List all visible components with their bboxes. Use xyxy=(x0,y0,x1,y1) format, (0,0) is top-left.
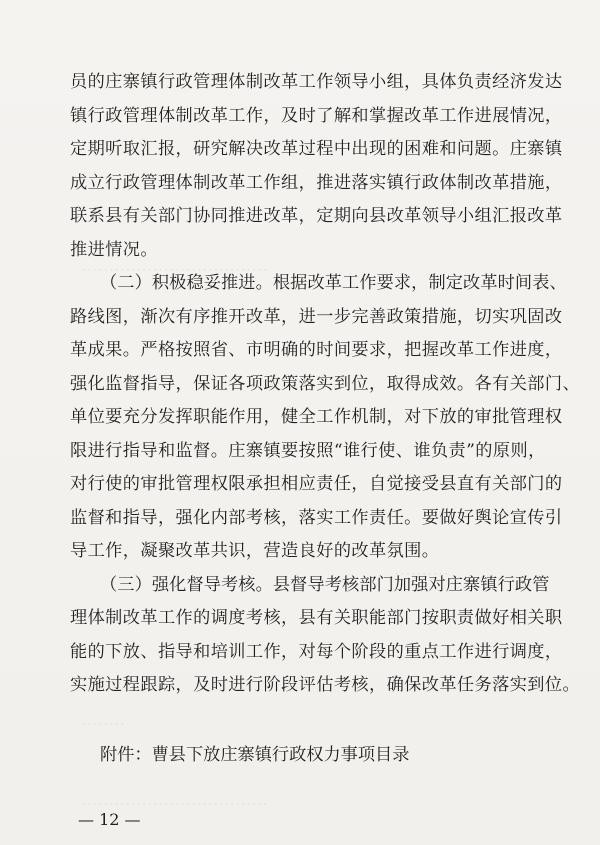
bleed-through-text: ．．．．．．．．．．．．．．．．．．．．．．．．．．．．．．．．．． xyxy=(82,794,275,807)
section-two-line-04: 强化监督指导，保证各项政策落实到位，取得成效。各有关部门、 xyxy=(70,373,581,394)
bleed-through-text: ．．．．．．．．．． xyxy=(395,564,456,577)
section-two-line-01: （二）积极稳妥推进。根据改革工作要求，制定改革时间表、 xyxy=(100,273,567,293)
section-two-line-02: 路线图，渐次有序推开改革，进一步完善政策措施，切实巩固改 xyxy=(70,306,563,327)
section-three-line-01: （三）强化督导考核。县督导考核部门加强对庄寨镇行政管 xyxy=(100,574,550,595)
section-three-line-03: 能的下放、指导和培训工作，对每个阶段的重点工作进行调度， xyxy=(70,641,563,662)
bleed-through-text: ．．．．．．．．．．．．．．．．．．．．．．．．．．．．．．．．．． xyxy=(82,260,275,273)
section-three-line-04: 实施过程跟踪，及时进行阶段评估考核，确保改革任务落实到位。 xyxy=(70,675,581,695)
section-two-line-05: 单位要充分发挥职能作用，健全工作机制，对下放的审批管理权 xyxy=(70,407,563,427)
section-two-line-07: 对行使的审批管理权限承担相应责任，自觉接受县直有关部门的 xyxy=(70,474,563,494)
bleed-through-text: ．．．．．．．． xyxy=(82,714,132,727)
section-two-line-08: 监督和指导，强化内部考核，落实工作责任。要做好舆论宣传引 xyxy=(70,507,563,528)
body-line-06: 推进情况。 xyxy=(70,239,158,260)
body-line-05: 联系县有关部门协同推进改革，定期向县改革领导小组汇报改革 xyxy=(70,206,563,226)
section-two-line-09: 导工作，凝聚改革共识，营造良好的改革氛围。 xyxy=(70,541,440,561)
document-body xyxy=(70,66,581,703)
page-number: — 12 — xyxy=(78,810,141,829)
body-line-02: 镇行政管理体制改革工作，及时了解和掌握改革工作进展情况， xyxy=(70,105,563,126)
section-three-line-02: 理体制改革工作的调度考核，县有关职能部门按职责做好相关职 xyxy=(70,608,563,628)
section-two-line-03: 革成果。严格按照省、市明确的时间要求，把握改革工作进度， xyxy=(70,340,563,360)
body-line-01: 员的庄寨镇行政管理体制改革工作领导小组，具体负责经济发达 xyxy=(70,72,563,92)
body-line-03: 定期听取汇报，研究解决改革过程中出现的困难和问题。庄寨镇 xyxy=(70,139,563,159)
body-line-04: 成立行政管理体制改革工作组，推进落实镇行政体制改革措施， xyxy=(70,172,563,193)
section-two-line-06: 限进行指导和监督。庄寨镇要按照“谁行使、谁负责”的原则， xyxy=(70,440,546,461)
attachment-note: 附件：曹县下放庄寨镇行政权力事项目录 xyxy=(100,745,410,765)
